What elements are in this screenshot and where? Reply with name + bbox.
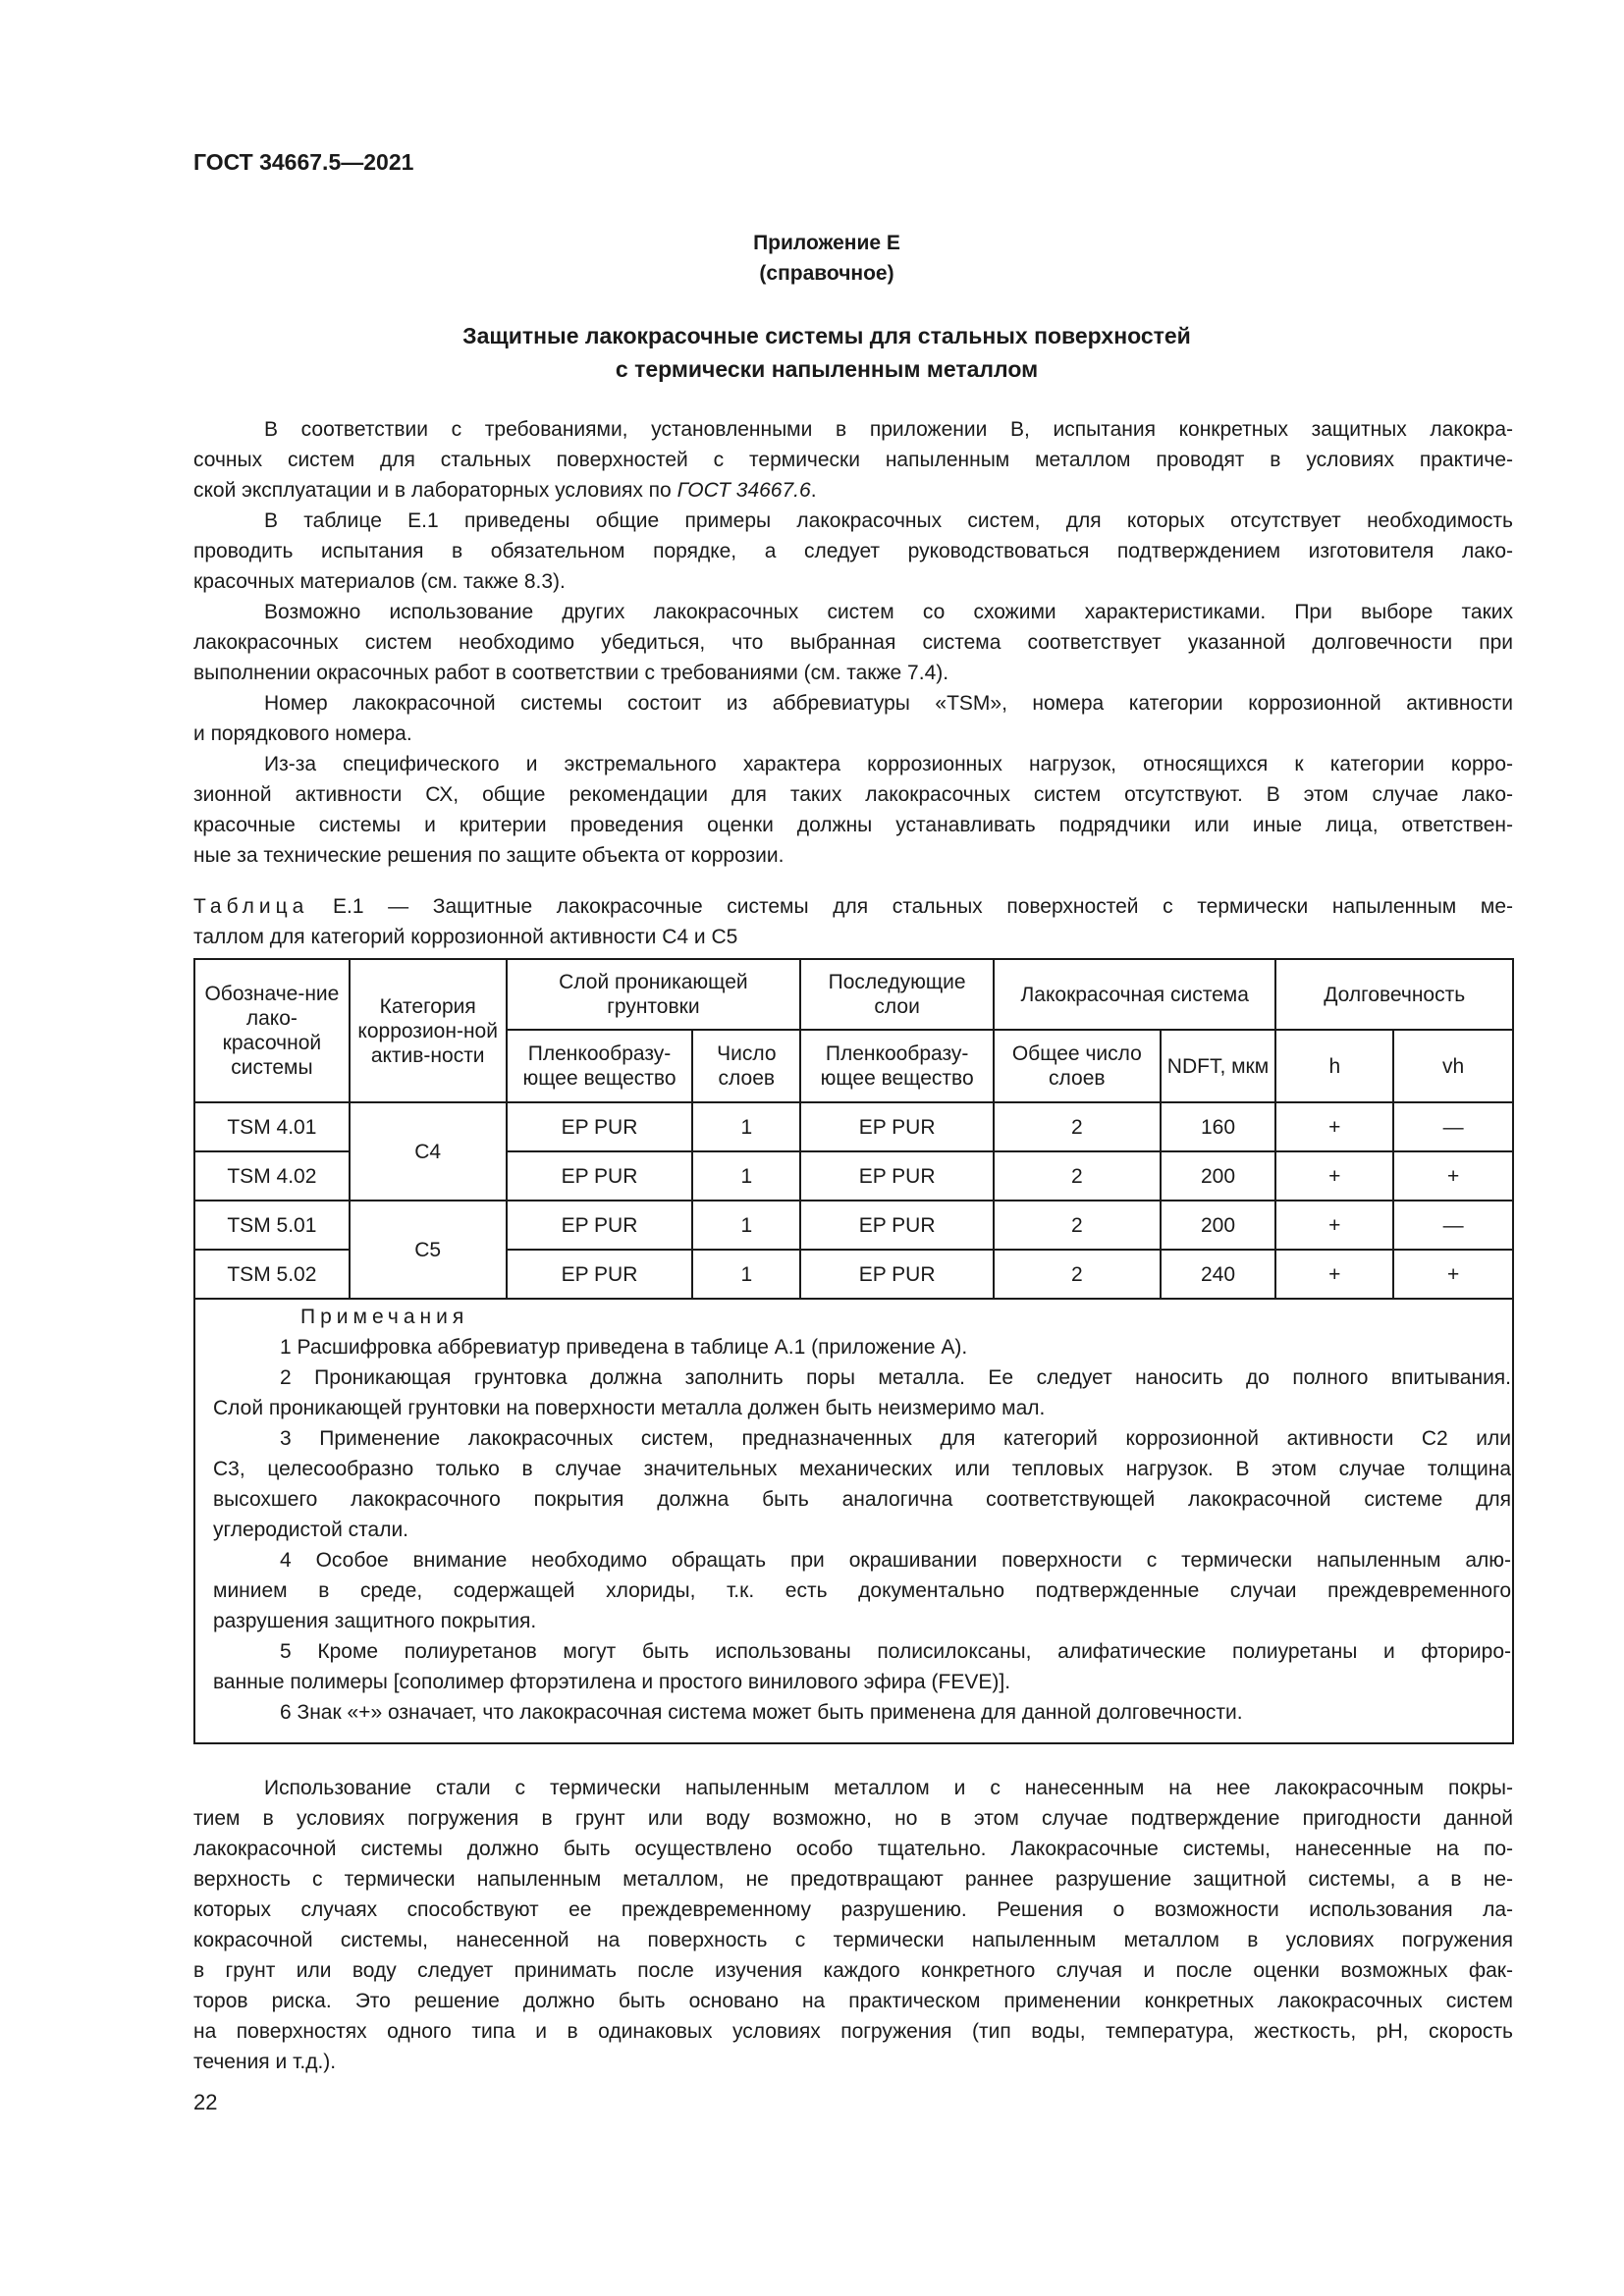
text-line: Таблица Е.1 — Защитные лакокрасочные системы для стальных поверхностей с термически напыленным ме-: [193, 895, 1513, 918]
text-line: сочных систем для стальных поверхностей с термически напыленным металлом проводят в условиях практиче-: [193, 449, 1513, 471]
appendix-subtitle: (справочное): [759, 262, 894, 285]
header-row: [194, 959, 1513, 1030]
note-line: С3, целесообразно только в случае значительных механических или тепловых нагрузок. В этом случае толщина: [213, 1458, 1511, 1480]
text-line: зионной активности СХ, общие рекомендации для таких лакокрасочных систем отсутствуют. В этом случае лако-: [193, 783, 1513, 806]
cell-h: +: [1275, 1201, 1393, 1250]
cell-vh: +: [1393, 1151, 1513, 1201]
text-line: Номер лакокрасочной системы состоит из аббревиатуры «TSM», номера категории коррозионной активности: [264, 692, 1513, 715]
note-line: Слой проникающей грунтовки на поверхности металла должен быть неизмеримо мал.: [213, 1397, 1046, 1419]
cell-designation: TSM 5.01: [194, 1201, 350, 1250]
cell-primer-layers: 1: [692, 1102, 800, 1151]
cell-vh: —: [1393, 1102, 1513, 1151]
section-title-line-1: Защитные лакокрасочные системы для стальных поверхностей: [462, 323, 1191, 348]
notes: [213, 1302, 1511, 1728]
notes-title: Примечания: [300, 1306, 469, 1328]
table-row: [194, 1102, 1513, 1151]
text-line: Из-за специфического и экстремального характера коррозионных нагрузок, относящихся к категории корро-: [264, 753, 1513, 775]
text-line: ные за технические решения по защите объекта от коррозии.: [193, 844, 785, 867]
note-line: 2 Проникающая грунтовка должна заполнить поры металла. Ее следует наносить до полного впитывания.: [280, 1366, 1511, 1389]
table-row: [194, 1201, 1513, 1250]
col-header-subsequent: Последующие слои: [800, 959, 994, 1030]
gost-reference: ГОСТ 34667.6: [677, 479, 811, 502]
cell-total-layers: 2: [994, 1102, 1161, 1151]
text-line: проводить испытания в обязательном порядке, а следует руководствоваться подтверждением изготовителя лако-: [193, 540, 1513, 562]
text-line: выполнении окрасочных работ в соответствии с требованиями (см. также 7.4).: [193, 662, 949, 684]
cell-primer: EP PUR: [507, 1201, 693, 1250]
text-line: течения и т.д.).: [193, 2051, 337, 2073]
cell-category: С5: [350, 1201, 507, 1299]
text-line: и порядкового номера.: [193, 722, 412, 745]
note-line: 4 Особое внимание необходимо обращать при окрашивании поверхности с термически напыленным алю-: [280, 1549, 1511, 1572]
cell-h: +: [1275, 1250, 1393, 1299]
col-header-ndft: NDFT, мкм: [1161, 1030, 1276, 1102]
col-header-primer: Слой проникающей грунтовки: [507, 959, 801, 1030]
page-number: 22: [193, 2090, 218, 2114]
cell-total-layers: 2: [994, 1151, 1161, 1201]
cell-primer-layers: 1: [692, 1201, 800, 1250]
col-header-vh: vh: [1393, 1030, 1513, 1102]
text-line: верхность с термически напыленным металлом, не предотвращают раннее разрушение защитной системы, а в не-: [193, 1868, 1513, 1891]
document-id: ГОСТ 34667.5—2021: [193, 149, 414, 175]
data-table: [193, 958, 1514, 1300]
cell-primer-layers: 1: [692, 1151, 800, 1201]
text-line: В соответствии с требованиями, установленными в приложении В, испытания конкретных защитных лакокра-: [264, 418, 1513, 441]
cell-subsequent: EP PUR: [800, 1102, 994, 1151]
cell-ndft: 240: [1161, 1250, 1276, 1299]
table-caption: [193, 891, 1513, 952]
cell-category: С4: [350, 1102, 507, 1201]
cell-designation: TSM 4.01: [194, 1102, 350, 1151]
note-line: 3 Применение лакокрасочных систем, предназначенных для категорий коррозионной активности С2 или: [280, 1427, 1511, 1450]
text-line: В таблице Е.1 приведены общие примеры лакокрасочных систем, для которых отсутствует необходимость: [264, 509, 1513, 532]
text-line: в грунт или воду следует принимать после изучения каждого конкретного случая и после оценки возможных фак-: [193, 1959, 1513, 1982]
note-line: разрушения защитного покрытия.: [213, 1610, 537, 1632]
note-line: 1 Расшифровка аббревиатур приведена в таблице А.1 (приложение А).: [280, 1336, 968, 1359]
cell-h: +: [1275, 1151, 1393, 1201]
note-line: углеродистой стали.: [213, 1519, 409, 1541]
text-line: ской эксплуатации и в лабораторных условиях по ГОСТ 34667.6.: [193, 479, 817, 502]
text-line: Возможно использование других лакокрасочных систем со схожими характеристиками. При выборе таких: [264, 601, 1513, 623]
cell-ndft: 200: [1161, 1151, 1276, 1201]
cell-primer: EP PUR: [507, 1151, 693, 1201]
col-header-total-layers: Общее число слоев: [994, 1030, 1161, 1102]
cell-designation: TSM 5.02: [194, 1250, 350, 1299]
text-line: тием в условиях погружения в грунт или воду возможно, но в этом случае подтверждение пригодности данной: [193, 1807, 1513, 1830]
table-label: Таблица: [193, 895, 309, 918]
cell-designation: TSM 4.02: [194, 1151, 350, 1201]
cell-total-layers: 2: [994, 1250, 1161, 1299]
text-line: лакокрасочных систем необходимо убедиться, что выбранная система соответствует указанной долговечности при: [193, 631, 1513, 654]
col-header-category: Категория коррозион-ной актив-ности: [350, 959, 507, 1102]
text-line: красочные системы и критерии проведения оценки должны устанавливать подрядчики или иные лица, ответствен-: [193, 814, 1513, 836]
note-line: ванные полимеры [сополимер фторэтилена и простого винилового эфира (FEVE)].: [213, 1671, 1011, 1693]
note-line: минием в среде, содержащей хлориды, т.к. есть документально подтвержденные случаи преждевременного: [213, 1579, 1511, 1602]
text-line: лакокрасочной системы должно быть осуществлено особо тщательно. Лакокрасочные системы, нанесенные на по-: [193, 1838, 1513, 1860]
cell-primer: EP PUR: [507, 1250, 693, 1299]
closing-paragraph: [193, 1773, 1513, 2077]
cell-subsequent: EP PUR: [800, 1201, 994, 1250]
col-header-durability: Долговечность: [1275, 959, 1513, 1030]
text-line: красочных материалов (см. также 8.3).: [193, 570, 566, 593]
cell-vh: +: [1393, 1250, 1513, 1299]
text-line: торов риска. Это решение должно быть основано на практическом применении конкретных лакокрасочных систем: [193, 1990, 1513, 2012]
text-line: на поверхностях одного типа и в одинаковых условиях погружения (тип воды, температура, жесткость, pH, скорость: [193, 2020, 1513, 2043]
intro-text: [193, 414, 1513, 871]
col-header-designation: Обозначе-ние лако-красочной системы: [194, 959, 350, 1102]
cell-subsequent: EP PUR: [800, 1151, 994, 1201]
cell-primer-layers: 1: [692, 1250, 800, 1299]
col-header-system: Лакокрасочная система: [994, 959, 1275, 1030]
text-line: которых случаях способствуют ее преждевременному разрушению. Решения о возможности использования ла-: [193, 1898, 1513, 1921]
col-header-h: h: [1275, 1030, 1393, 1102]
col-header-film-former: Пленкообразу-ющее вещество: [507, 1030, 693, 1102]
cell-ndft: 200: [1161, 1201, 1276, 1250]
col-header-film-former-2: Пленкообразу-ющее вещество: [800, 1030, 994, 1102]
note-line: высохшего лакокрасочного покрытия должна быть аналогична соответствующей лакокрасочной системе для: [213, 1488, 1511, 1511]
cell-subsequent: EP PUR: [800, 1250, 994, 1299]
text-line: таллом для категорий коррозионной активности С4 и С5: [193, 926, 738, 948]
cell-total-layers: 2: [994, 1201, 1161, 1250]
text-line: кокрасочной системы, нанесенной на поверхность с термически напыленным металлом в условиях погружения: [193, 1929, 1513, 1951]
cell-primer: EP PUR: [507, 1102, 693, 1151]
appendix-title: Приложение Е: [753, 232, 900, 254]
note-line: 6 Знак «+» означает, что лакокрасочная система может быть применена для данной долговечности.: [280, 1701, 1243, 1724]
cell-h: +: [1275, 1102, 1393, 1151]
cell-vh: —: [1393, 1201, 1513, 1250]
col-header-layers: Число слоев: [692, 1030, 800, 1102]
text-line: Использование стали с термически напыленным металлом и с нанесенным на нее лакокрасочным покры-: [264, 1777, 1513, 1799]
cell-ndft: 160: [1161, 1102, 1276, 1151]
section-title-line-2: с термически напыленным металлом: [615, 356, 1039, 382]
note-line: 5 Кроме полиуретанов могут быть использованы полисилоксаны, алифатические полиуретаны и фториро-: [280, 1640, 1511, 1663]
